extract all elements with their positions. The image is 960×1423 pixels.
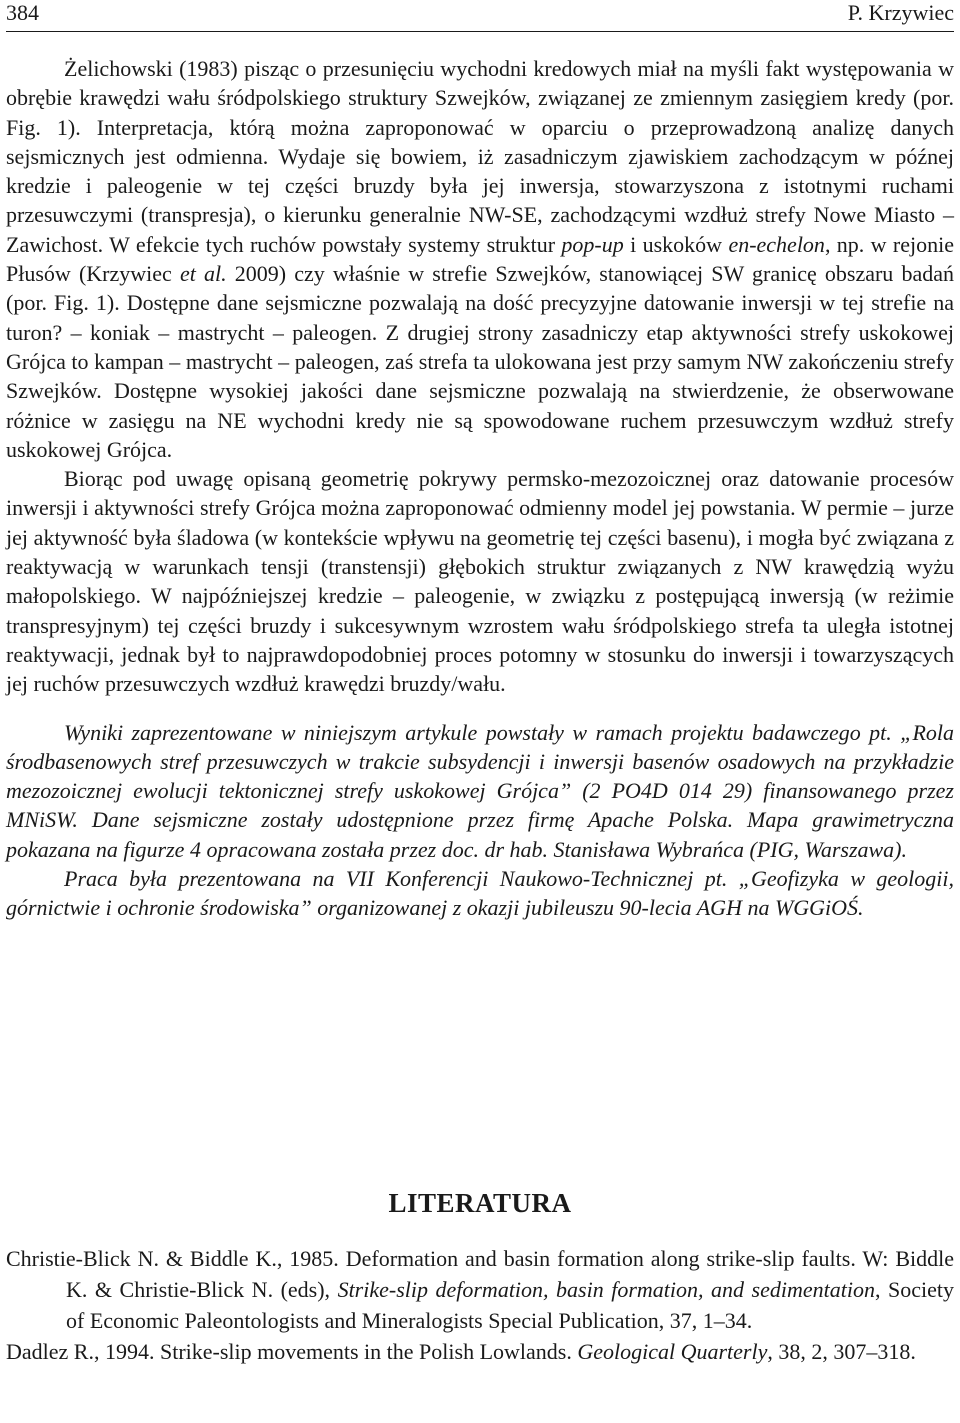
reference-item xyxy=(6,1336,954,1367)
references-heading: LITERATURA xyxy=(388,1188,572,1218)
text-span: Dadlez R., 1994. Strike-slip movements in the Polish Lowlands. xyxy=(6,1339,578,1364)
page-number: 384 xyxy=(6,0,39,25)
italic-title: Strike-slip deformation, basin formation, and sedimentation xyxy=(337,1277,875,1302)
references-list xyxy=(6,1243,954,1367)
paragraph-1 xyxy=(6,54,954,464)
text-span: i uskoków xyxy=(623,231,729,257)
text-span: Christie-Blick N. & Biddle K., 1985. Deformation and basin formation along strike-slip faults. W: Biddle K. & Christie-Blick N. (eds), xyxy=(6,1246,954,1302)
italic-term: en-echelon xyxy=(728,231,825,257)
running-head xyxy=(6,0,954,30)
italic-term: et al. xyxy=(179,261,227,287)
text-span: 2009) czy właśnie w strefie Szwejków, stanowiącej SW granicę obszaru badań (por. Fig. 1). Dostępne dane sejsmiczne pozwalają na dość precyzyjne datowanie inwersji w tej strefie na turon? – koniak – mastrycht – paleogen. Z drugiej strony zasadniczy etap aktywności strefy uskokowej Grójca to kampan – mastrycht – paleogen, zaś strefa ta ulokowana jest przy samym NW zakończeniu strefy Szwejków. Dostępne wysokiej jakości dane sejsmiczne pozwalają na stwierdzenie, że obserwowane różnice w zasięgu na NE wychodni kredy nie są spowodowane ruchem przesuwczym wzdłuż strefy uskokowej Grójca. xyxy=(6,261,954,462)
reference-item xyxy=(6,1243,954,1336)
text-span: Żelichowski (1983) pisząc o przesunięciu wychodni kredowych miał na myśli fakt występowania w obrębie krawędzi wału śródpolskiego struktury Szwejków, związanej ze zmiennym zasięgiem kredy (por. Fig. 1). Interpretacja, którą można zaproponować w oparciu o przeprowadzoną analizę danych sejsmicznych jest odmienna. Wydaje się bowiem, iż zasadniczym zjawiskiem zachodzącym w późnej kredzie i paleogenie w tej części bruzdy była jej inwersja, stowarzyszona z istotnymi ruchami przesuwczymi (transpresja), o kierunku generalnie NW-SE, zachodzącymi wzdłuż strefy Nowe Miasto – Zawichost. W efekcie tych ruchów powstały systemy struktur xyxy=(6,56,954,257)
paragraph-2: Biorąc pod uwagę opisaną geometrię pokrywy permsko-mezozoicznej oraz datowanie procesów inwersji i aktywności strefy Grójca można zaproponować odmienny model jej powstania. W permie – jurze jej aktywność była śladowa (w kontekście wpływu na geometrię tej części basenu), i mogła być związana z reaktywacją w warunkach tensji (transtensji) głębokich struktur związanych z NW krawędzią wyżu małopolskiego. W najpóźniejszej kredzie – paleogenie, w związku z postępującą inwersją (w reżimie transpresyjnym) tej części bruzdy i sukcesywnym wzrostem wału śródpolskiego strefa ta uległa istotnej reaktywacji, jednak był to najprawdopodobniej proces potomny w stosunku do inwersji i towarzyszących jej ruchów przesuwczych wzdłuż krawędzi bruzdy/wału. xyxy=(6,466,954,697)
text-span: , 38, 2, 307–318. xyxy=(767,1339,916,1364)
running-head-author: P. Krzywiec xyxy=(847,0,954,25)
acknowledgement-conference: Praca była prezentowana na VII Konferencji Naukowo-Technicznej pt. „Geofizyka w geologii, górnictwie i ochronie środowiska” organizowanej z okazji jubileuszu 90-lecia AGH na WGGiOŚ. xyxy=(6,866,954,921)
italic-title: Geological Quarterly xyxy=(577,1339,768,1364)
italic-term: pop-up xyxy=(561,231,624,257)
text-span: , np. w rejonie Płusów (Krzywiec xyxy=(6,231,955,287)
acknowledgement-funding: Wyniki zaprezentowane w niniejszym artykule powstały w ramach projektu badawczego pt. „Rola środbasenowych stref przesuwczych w trakcie subsydencji i inwersji basenów osadowych na przykładzie mezozoicznej ewolucji tektonicznej strefy uskokowej Grójca” (2 PO4D 014 29) finansowanego przez MNiSW. Dane sejsmiczne zostały udostępnione przez firmę Apache Polska. Mapa grawimetryczna pokazana na figurze 4 opracowana została przez doc. dr hab. Stanisława Wybrańca (PIG, Warszawa). xyxy=(6,719,954,862)
main-text xyxy=(6,54,954,923)
header-rule xyxy=(6,31,954,32)
text-span: , Society of Economic Paleontologists and Mineralogists Special Publication, 37, 1–34. xyxy=(66,1277,954,1333)
